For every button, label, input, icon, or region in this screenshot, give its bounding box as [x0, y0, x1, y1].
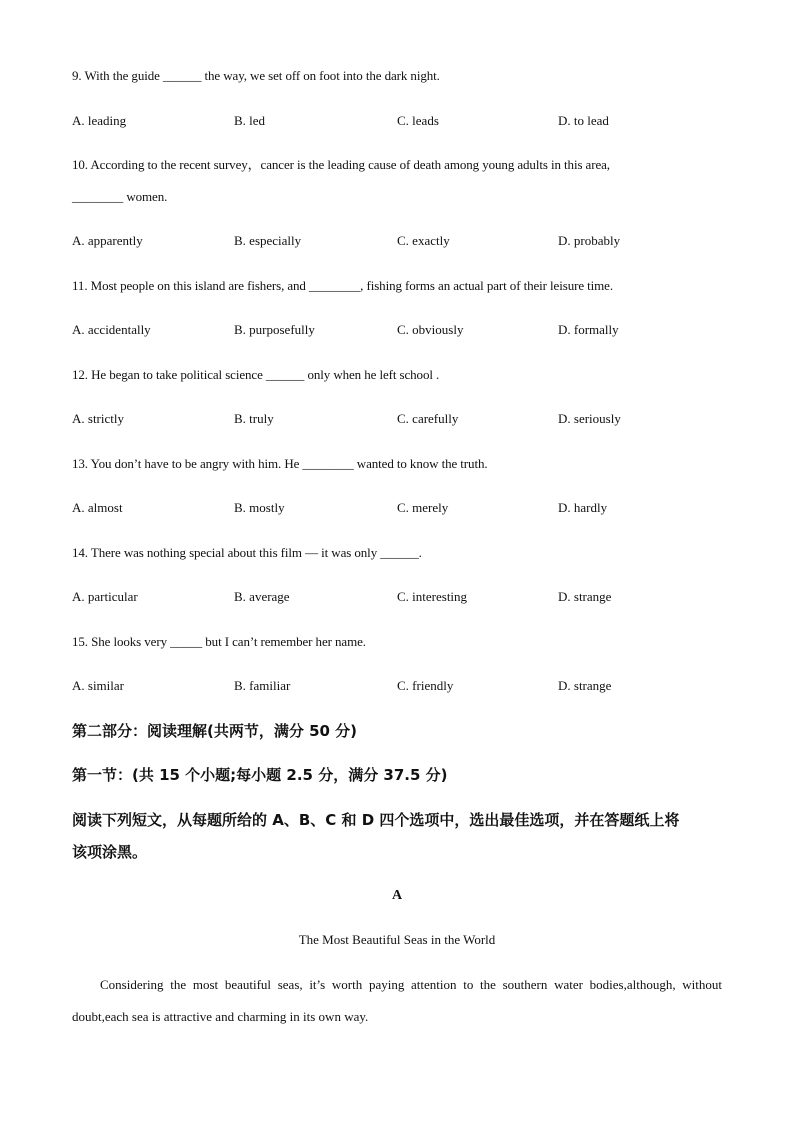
question-13-option-a: A. almost — [72, 500, 123, 515]
section-one-title: 第一节：(共 15 个小题;每小题 2.5 分，满分 37.5 分) — [72, 766, 448, 784]
question-12-stem: 12. He began to take political science ______ only when he left school . — [72, 367, 440, 382]
question-12-option-a: A. strictly — [72, 411, 124, 426]
question-10-option-d: D. probably — [558, 233, 621, 248]
instruction-line-2: 该项涂黑。 — [72, 843, 148, 861]
question-13-option-c: C. merely — [397, 500, 449, 515]
question-10-stem: 10. According to the recent survey，cancer is the leading cause of death among young adults in this area, — [72, 157, 610, 172]
question-14-option-d: D. strange — [558, 589, 612, 604]
question-14-option-a: A. particular — [72, 589, 138, 604]
question-11-option-a: A. accidentally — [72, 322, 151, 337]
question-13-stem: 13. You don’t have to be angry with him. He ________ wanted to know the truth. — [72, 456, 488, 471]
question-10-stem-continued: ________ women. — [72, 189, 168, 204]
question-10-option-a: A. apparently — [72, 233, 143, 248]
passage-paragraph: Considering the most beautiful seas, it’s worth paying attention to the southern water bodies,although, without doubt,each sea is attractive and charming in its own way. — [72, 977, 722, 1024]
question-9-option-a: A. leading — [72, 113, 127, 128]
question-10-option-b: B. especially — [234, 233, 302, 248]
question-11-option-b: B. purposefully — [234, 322, 315, 337]
question-13-option-b: B. mostly — [234, 500, 285, 515]
instruction-line-1: 阅读下列短文，从每题所给的 A、B、C 和 D 四个选项中，选出最佳选项，并在答题纸上将 — [72, 811, 680, 829]
question-12-option-d: D. seriously — [558, 411, 621, 426]
question-11-stem: 11. Most people on this island are fishers, and ________, fishing forms an actual part of their leisure time. — [72, 278, 613, 293]
question-14-option-b: B. average — [234, 589, 290, 604]
question-15-option-a: A. similar — [72, 678, 124, 693]
question-11-option-d: D. formally — [558, 322, 619, 337]
question-13-option-d: D. hardly — [558, 500, 608, 515]
question-9-option-d: D. to lead — [558, 113, 609, 128]
question-10-option-c: C. exactly — [397, 233, 450, 248]
question-15-option-d: D. strange — [558, 678, 612, 693]
question-15-stem: 15. She looks very _____ but I can’t remember her name. — [72, 634, 366, 649]
question-9-stem: 9. With the guide ______ the way, we set off on foot into the dark night. — [72, 68, 440, 83]
question-14-stem: 14. There was nothing special about this film — it was only ______. — [72, 545, 422, 560]
question-9-option-b: B. led — [234, 113, 266, 128]
question-15-option-c: C. friendly — [397, 678, 454, 693]
question-14-option-c: C. interesting — [397, 589, 468, 604]
question-15-option-b: B. familiar — [234, 678, 291, 693]
passage-letter: A — [391, 888, 403, 903]
passage-title: The Most Beautiful Seas in the World — [298, 932, 496, 947]
question-11-option-c: C. obviously — [397, 322, 464, 337]
question-9-option-c: C. leads — [397, 113, 439, 128]
question-12-option-b: B. truly — [234, 411, 274, 426]
question-12-option-c: C. carefully — [397, 411, 459, 426]
part-two-title: 第二部分：阅读理解(共两节，满分 50 分) — [72, 722, 358, 740]
